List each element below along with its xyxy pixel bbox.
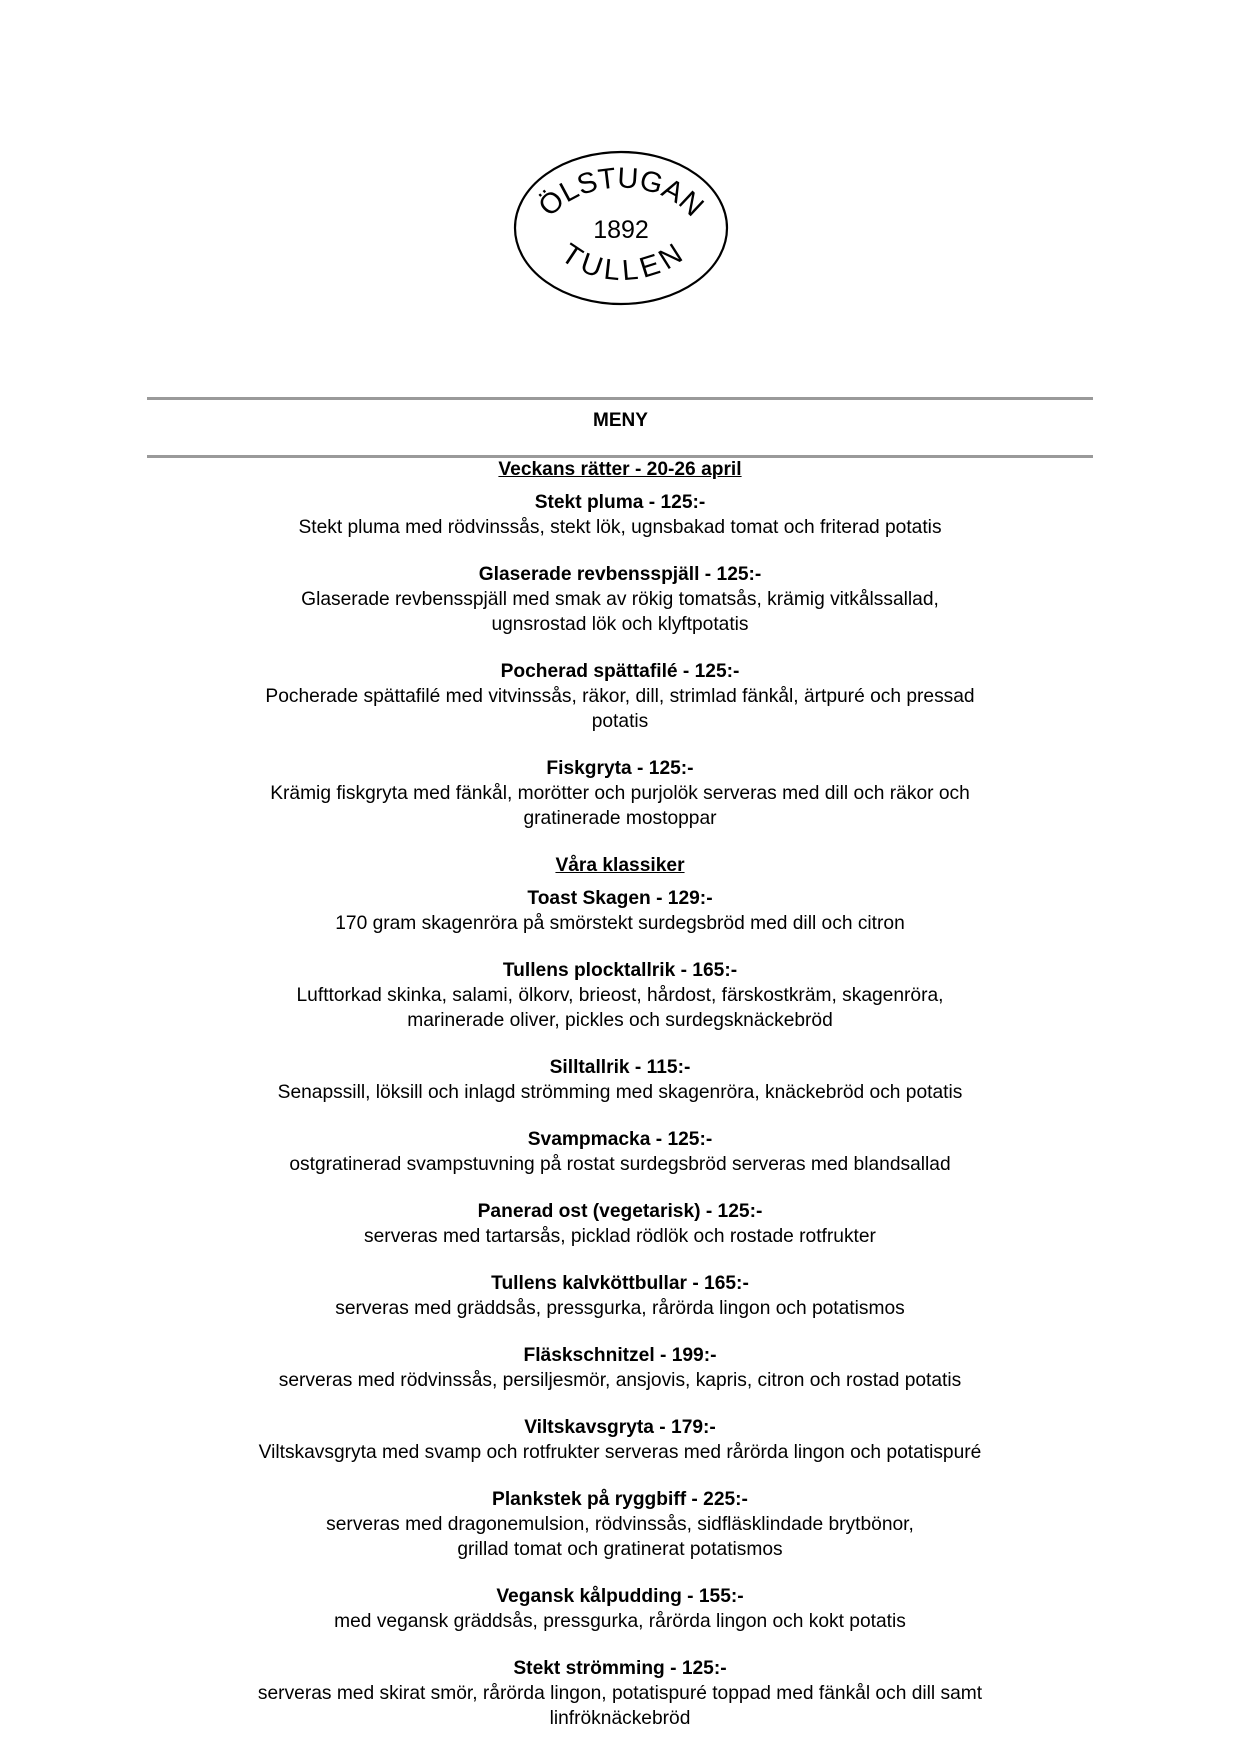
menu-item <box>147 1415 1093 1465</box>
dish-description: marinerade oliver, pickles och surdegsknäckebröd <box>407 1010 833 1031</box>
dish-description: Viltskavsgryta med svamp och rotfrukter serveras med rårörda lingon och potatispuré <box>258 1442 982 1463</box>
dish-description: serveras med rödvinssås, persiljesmör, ansjovis, kapris, citron och rostad potatis <box>278 1370 962 1391</box>
header-top-rule <box>147 397 1093 400</box>
logo-year: 1892 <box>593 216 649 244</box>
section-heading: Våra klassiker <box>555 855 685 876</box>
dish-description: ugnsrostad lök och klyftpotatis <box>491 614 749 635</box>
dish-description: serveras med gräddsås, pressgurka, rårörda lingon och potatismos <box>335 1298 905 1319</box>
dish-description: gratinerade mostoppar <box>523 808 717 829</box>
dish-description: serveras med skirat smör, rårörda lingon, potatispuré toppad med fänkål och dill samt <box>257 1683 983 1704</box>
dish-description: Pocherade spättafilé med vitvinssås, räkor, dill, strimlad fänkål, ärtpuré och pressad <box>265 686 975 707</box>
menu-content <box>147 457 1093 1753</box>
menu-item <box>147 1271 1093 1321</box>
menu-item <box>147 1487 1093 1562</box>
logo-top-text: ÖLSTUGAN <box>532 162 710 223</box>
menu-item <box>147 958 1093 1033</box>
menu-item <box>147 1343 1093 1393</box>
menu-item <box>147 659 1093 734</box>
menu-item <box>147 1199 1093 1249</box>
menu-item <box>147 1584 1093 1634</box>
menu-section <box>147 457 1093 853</box>
logo-oval <box>510 148 732 308</box>
dish-name: Pocherad spättafilé - 125:- <box>500 661 740 682</box>
dish-description: Senapssill, löksill och inlagd strömming med skagenröra, knäckebröd och potatis <box>277 1082 963 1103</box>
dish-description: Lufttorkad skinka, salami, ölkorv, brieost, hårdost, färskostkräm, skagenröra, <box>296 985 944 1006</box>
dish-description: Stekt pluma med rödvinssås, stekt lök, ugnsbakad tomat och friterad potatis <box>298 517 942 538</box>
logo-bottom-text: TULLEN <box>555 237 689 288</box>
dish-name: Toast Skagen - 129:- <box>527 888 713 909</box>
dish-name: Stekt pluma - 125:- <box>534 492 706 513</box>
dish-name: Panerad ost (vegetarisk) - 125:- <box>477 1201 763 1222</box>
dish-name: Tullens plocktallrik - 165:- <box>502 960 738 981</box>
dish-name: Plankstek på ryggbiff - 225:- <box>492 1489 748 1510</box>
menu-item <box>147 562 1093 637</box>
dish-description: 170 gram skagenröra på smörstekt surdegsbröd med dill och citron <box>335 913 905 934</box>
dish-description: Glaserade revbensspjäll med smak av rökig tomatsås, krämig vitkålssallad, <box>301 589 939 610</box>
dish-name: Silltallrik - 115:- <box>549 1057 691 1078</box>
dish-name: Viltskavsgryta - 179:- <box>524 1417 716 1438</box>
menu-section <box>147 853 1093 1753</box>
menu-item <box>147 490 1093 540</box>
menu-item <box>147 756 1093 831</box>
section-heading: Veckans rätter - 20-26 april <box>498 459 742 480</box>
dish-description: linfröknäckebröd <box>549 1708 691 1729</box>
dish-description: grillad tomat och gratinerat potatismos <box>457 1539 783 1560</box>
dish-description: serveras med dragonemulsion, rödvinssås, sidfläsklindade brytbönor, <box>326 1514 914 1535</box>
restaurant-logo <box>510 148 732 308</box>
dish-description: med vegansk gräddsås, pressgurka, rårörda lingon och kokt potatis <box>334 1611 906 1632</box>
dish-name: Fiskgryta - 125:- <box>546 758 694 779</box>
dish-name: Fläskschnitzel - 199:- <box>523 1345 717 1366</box>
dish-name: Glaserade revbensspjäll - 125:- <box>478 564 762 585</box>
dish-name: Tullens kalvköttbullar - 165:- <box>491 1273 749 1294</box>
menu-item <box>147 1055 1093 1105</box>
menu-item <box>147 1127 1093 1177</box>
dish-description: ostgratinerad svampstuvning på rostat surdegsbröd serveras med blandsallad <box>289 1154 951 1175</box>
dish-description: Krämig fiskgryta med fänkål, morötter och purjolök serveras med dill och räkor och <box>270 783 970 804</box>
dish-name: Vegansk kålpudding - 155:- <box>496 1586 744 1607</box>
dish-description: serveras med tartarsås, picklad rödlök och rostade rotfrukter <box>364 1226 876 1247</box>
dish-name: Svampmacka - 125:- <box>527 1129 713 1150</box>
menu-item <box>147 886 1093 936</box>
dish-name: Stekt strömming - 125:- <box>513 1658 727 1679</box>
dish-description: potatis <box>591 711 649 732</box>
menu-item <box>147 1656 1093 1731</box>
page-title: MENY <box>593 410 648 431</box>
